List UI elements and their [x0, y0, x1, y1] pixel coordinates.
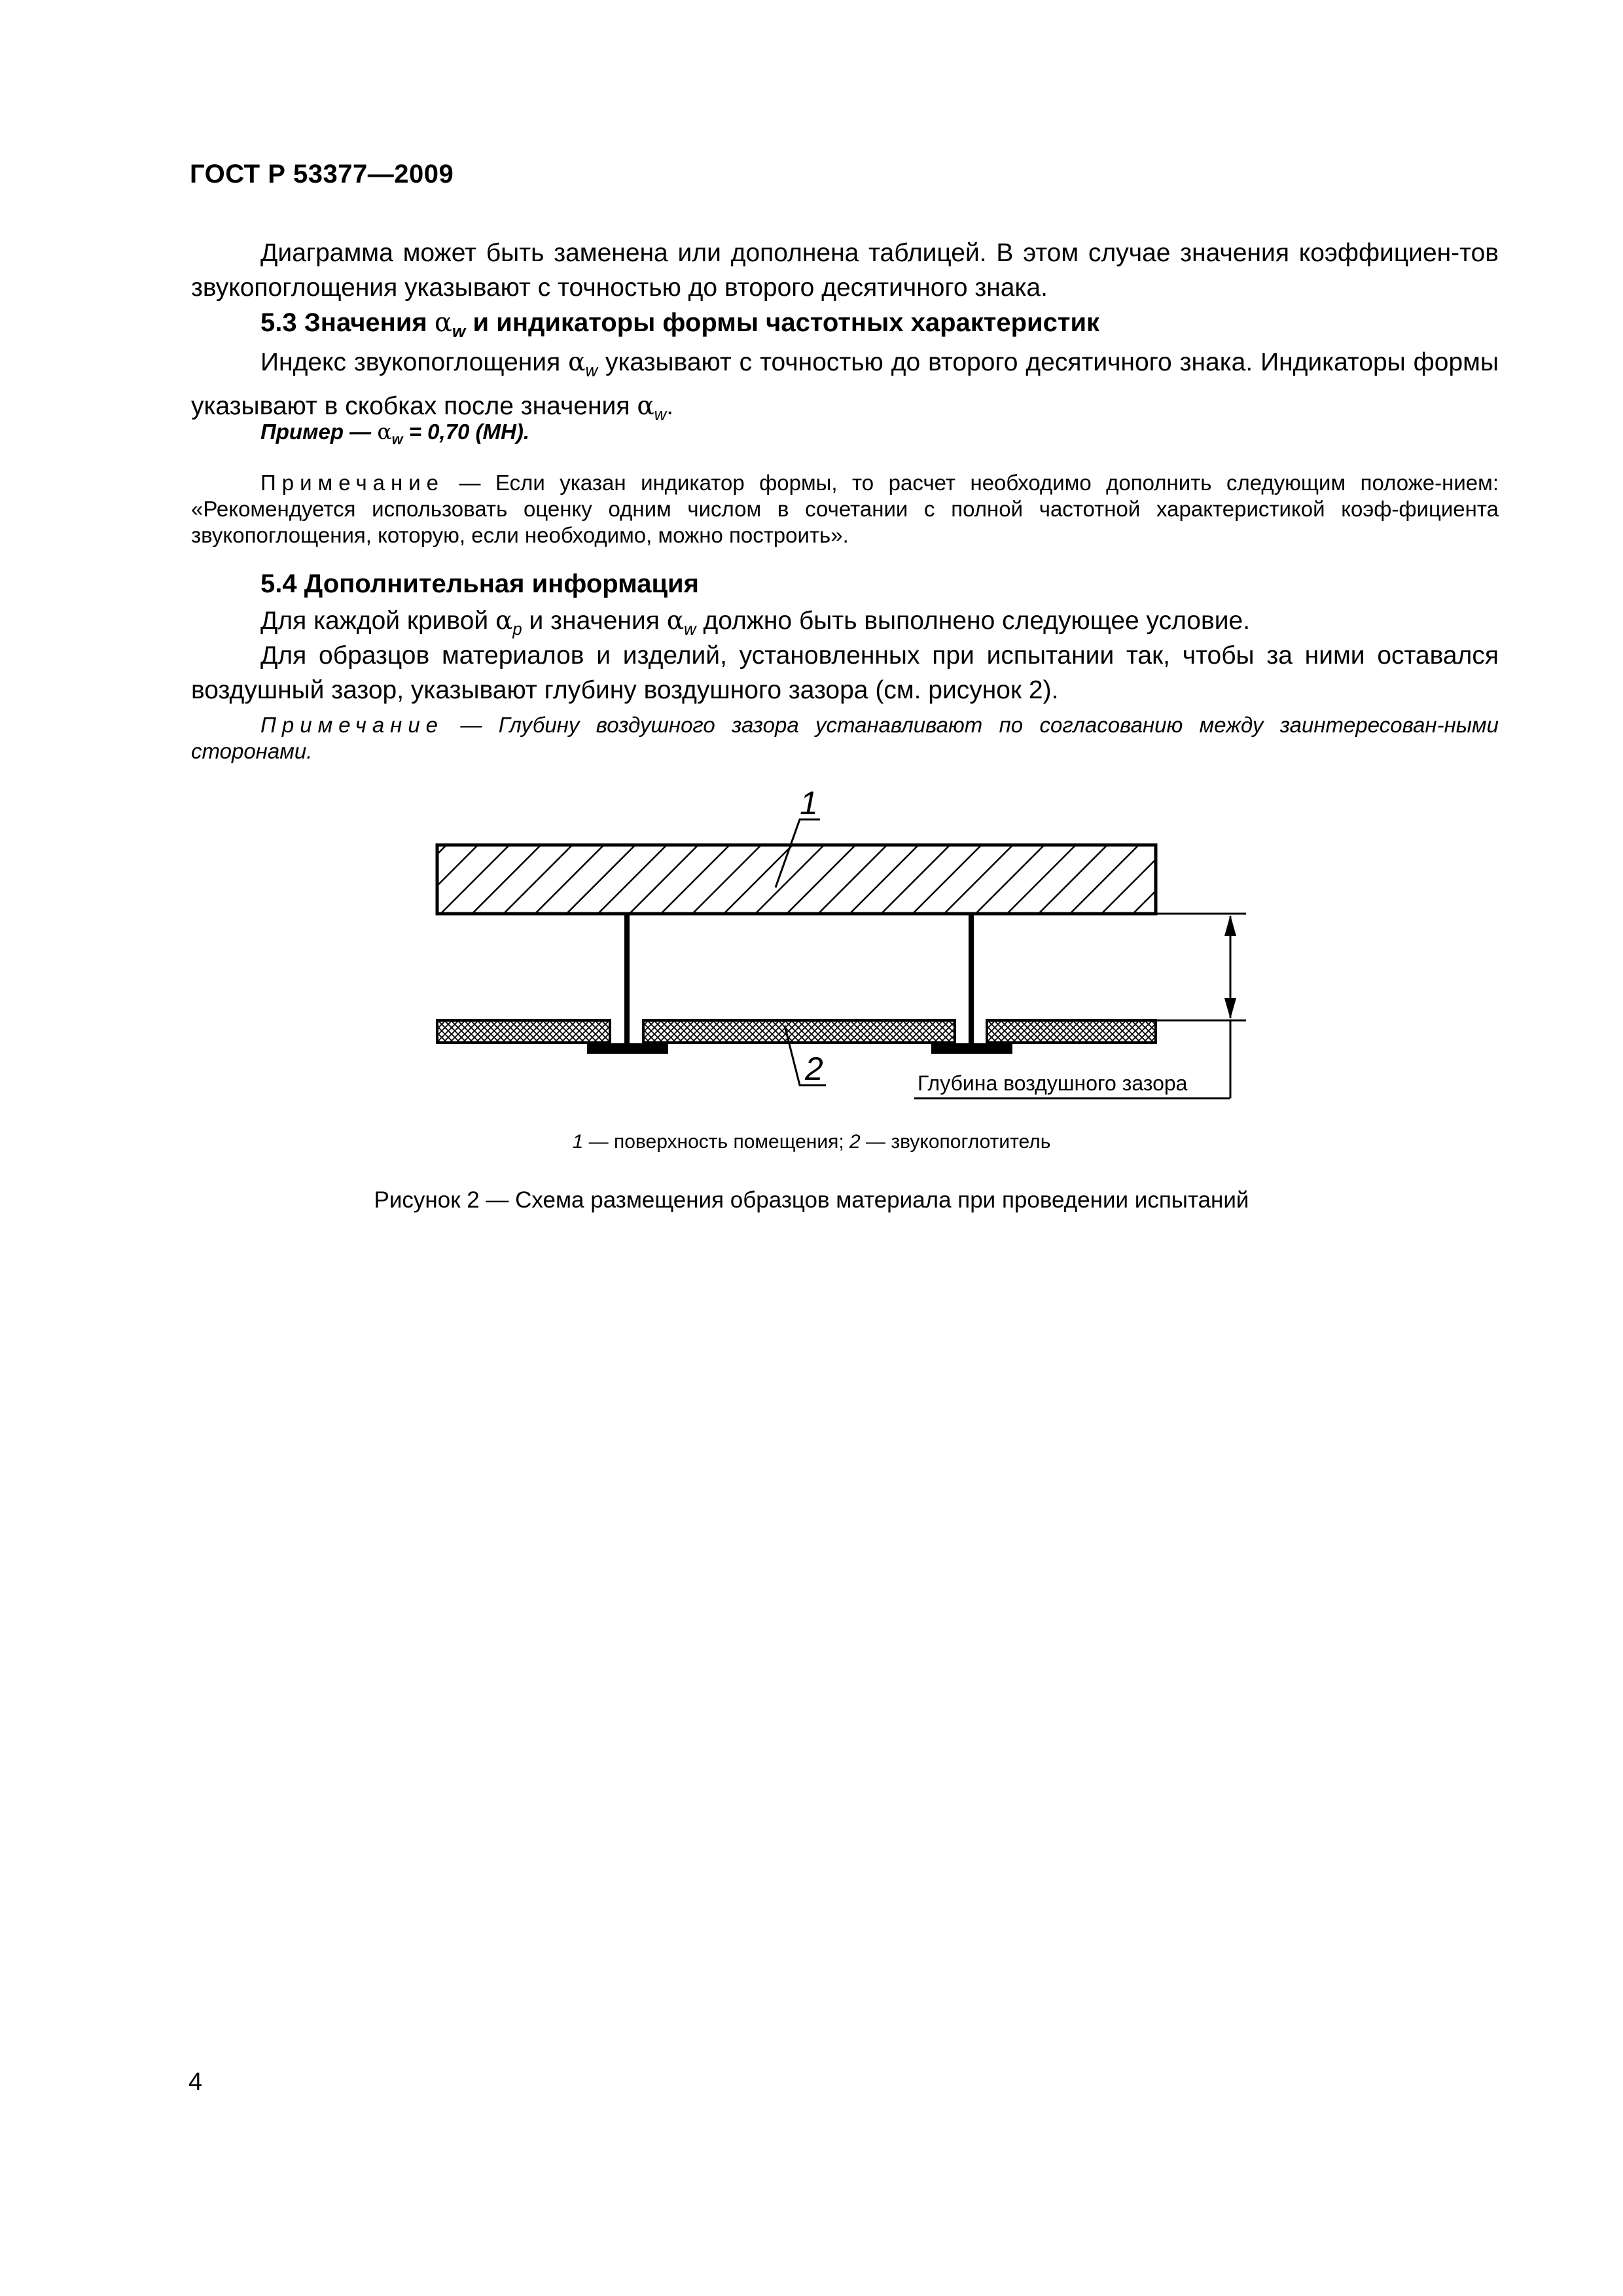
dimension-arrowhead-top — [1224, 915, 1236, 936]
intro-paragraph: Диаграмма может быть заменена или дополнена таблицей. В этом случае значения коэффициен-тов звукопоглощения указывают с точностью до второго десятичного знака. — [191, 239, 1499, 302]
figure-caption: Рисунок 2 — Схема размещения образцов материала при проведении испытаний — [374, 1187, 1249, 1213]
section-5-3-title-post: и индикаторы формы частотных характеристик — [465, 308, 1100, 337]
section-5-4-text-b: и значения — [522, 607, 667, 635]
alpha-symbol: α — [568, 348, 586, 377]
section-5-3-title-pre: 5.3 Значения — [260, 308, 435, 337]
section-5-3-text-b: указывают с точностью до второго десятичного знака. Индикаторы формы указывают в скобках после значения — [191, 348, 1499, 420]
section-5-3-text-a: Индекс звукопоглощения — [260, 348, 569, 376]
standard-code-header: ГОСТ Р 53377—2009 — [190, 160, 454, 188]
legend-number-1: 1 — [572, 1131, 584, 1153]
absorber-panel-left — [437, 1020, 610, 1043]
alpha-symbol: α — [377, 419, 392, 444]
legend-text-1: — поверхность помещения; — [583, 1131, 850, 1153]
alpha-symbol: α — [434, 308, 452, 338]
subscript-w: w — [452, 321, 466, 342]
mounting-clip-right — [931, 1043, 1012, 1054]
note-5-4-text: — Глубину воздушного зазора устанавливают по согласованию между заинтересован-ными сторонами. — [191, 713, 1499, 763]
subscript-w: w — [654, 406, 667, 424]
section-5-3-text-c: . — [666, 392, 674, 420]
alpha-symbol: α — [637, 391, 654, 421]
figure-label-1: 1 — [800, 785, 818, 821]
section-5-4-paragraph-2: Для образцов материалов и изделий, установленных при испытании так, чтобы за ними оставался воздушный зазор, указывают глубину воздушного зазора (см. рисунок 2). — [191, 641, 1499, 704]
figure-label-2: 2 — [805, 1050, 823, 1087]
absorber-panel-right — [987, 1020, 1156, 1043]
section-5-4-title: 5.4 Дополнительная информация — [260, 569, 699, 598]
example-label: Пример — — [260, 420, 378, 444]
example-value: = 0,70 (МН). — [402, 420, 530, 444]
dimension-arrowhead-bottom — [1224, 998, 1236, 1019]
figure-legend — [0, 1131, 1623, 1153]
alpha-symbol: α — [666, 606, 685, 636]
subscript-w: w — [585, 362, 598, 380]
alpha-symbol: α — [495, 606, 513, 636]
mounting-clip-left — [587, 1043, 668, 1054]
subscript-p: p — [512, 620, 522, 639]
section-5-4-text-a: Для каждой кривой — [260, 607, 496, 635]
absorber-panel-middle — [643, 1020, 955, 1043]
note-label: Примечание — [260, 713, 444, 737]
air-gap-depth-label: Глубина воздушного зазора — [918, 1071, 1188, 1095]
note-5-3-text: — Если указан индикатор формы, то расчет необходимо дополнить следующим положе-нием: «Рекомендуется использовать оценку одним числом в сочетании с полной частотной характеристикой коэф-фициента звукопоглощения, которую, если необходимо, можно построить». — [191, 471, 1499, 547]
room-surface-slab — [437, 845, 1156, 914]
legend-text-2: — звукопоглотитель — [860, 1131, 1051, 1153]
note-label: Примечание — [260, 471, 445, 495]
section-5-4-text-c: должно быть выполнено следующее условие. — [696, 607, 1251, 635]
page-number: 4 — [188, 2068, 203, 2096]
subscript-w: w — [684, 620, 696, 639]
subscript-w: w — [391, 431, 403, 448]
legend-number-2: 2 — [849, 1131, 861, 1153]
